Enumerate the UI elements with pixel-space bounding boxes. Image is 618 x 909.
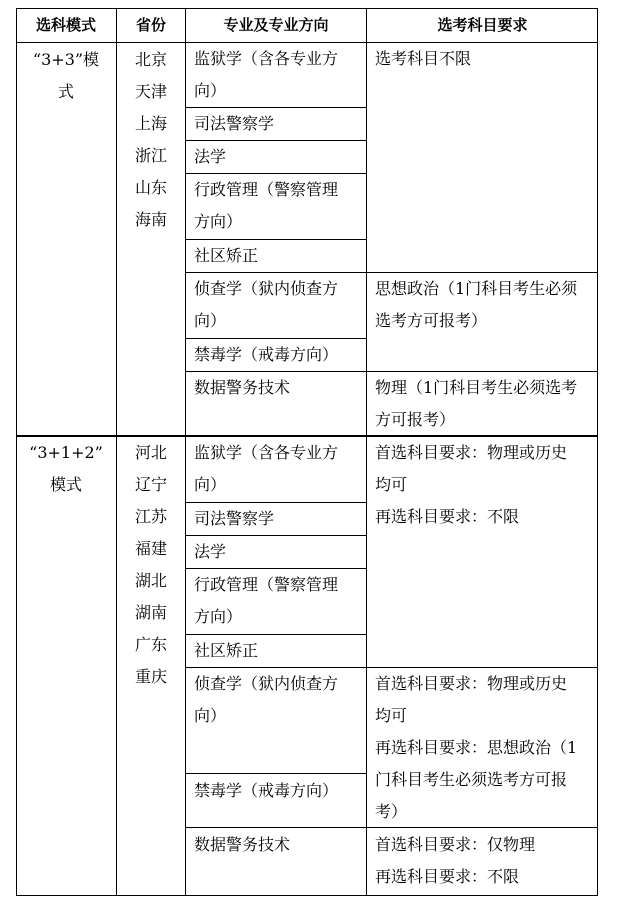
row-line <box>185 773 366 774</box>
requirement-text: 首选科目要求：物理或历史 <box>375 443 568 462</box>
major-name: 向） <box>194 81 227 100</box>
major-name: 监狱学（含各专业方 <box>194 443 339 462</box>
requirement-text: 均可 <box>375 475 408 494</box>
major-name: 数据警务技术 <box>194 835 291 854</box>
major-name: 向） <box>194 311 227 330</box>
province: 天津 <box>134 82 167 101</box>
requirement-text: 再选科目要求：不限 <box>375 507 520 526</box>
province: 辽宁 <box>134 475 167 494</box>
mode-label: 式 <box>57 82 74 101</box>
major-name: 行政管理（警察管理 <box>194 180 339 199</box>
requirement-text: 选考方可报考） <box>375 311 488 330</box>
major-name: 侦查学（狱内侦查方 <box>194 674 339 693</box>
major-name: 社区矫正 <box>194 246 259 265</box>
province: 河北 <box>134 443 167 462</box>
major-name: 监狱学（含各专业方 <box>194 49 339 68</box>
province: 海南 <box>134 210 167 229</box>
requirement-text: 选考科目不限 <box>375 49 472 68</box>
mode-label: “3+3”模 <box>32 50 100 69</box>
header-major: 专业及专业方向 <box>223 16 329 34</box>
header-province: 省份 <box>135 16 166 34</box>
province: 福建 <box>134 539 167 558</box>
requirement-text: 思想政治（1门科目考生必须 <box>375 279 578 298</box>
header-requirement: 选考科目要求 <box>437 16 528 34</box>
major-name: 禁毒学（戒毒方向） <box>194 345 339 364</box>
requirement-text: 首选科目要求：仅物理 <box>375 835 536 854</box>
major-name: 司法警察学 <box>194 114 275 133</box>
province: 重庆 <box>134 667 167 686</box>
mode-label: 模式 <box>49 475 82 494</box>
major-name: 行政管理（警察管理 <box>194 575 339 594</box>
requirement-text: 再选科目要求：不限 <box>375 867 520 886</box>
major-name: 方向） <box>194 212 243 231</box>
mode-label: “3+1+2” <box>29 443 103 462</box>
requirement-text: 再选科目要求：思想政治（1 <box>375 738 578 757</box>
major-name: 法学 <box>194 147 227 166</box>
requirement-text: 门科目考生必须选考方可报 <box>375 770 568 789</box>
province: 上海 <box>134 114 167 133</box>
province: 湖北 <box>134 571 167 590</box>
province: 江苏 <box>134 507 167 526</box>
requirement-text: 均可 <box>375 706 408 725</box>
major-name: 方向） <box>194 607 243 626</box>
requirement-text: 物理（1门科目考生必须选考 <box>375 378 578 397</box>
province: 北京 <box>134 50 167 69</box>
major-name: 司法警察学 <box>194 509 275 528</box>
major-name: 数据警务技术 <box>194 378 291 397</box>
province: 浙江 <box>134 146 167 165</box>
requirement-text: 考） <box>375 802 408 821</box>
requirement-text: 首选科目要求：物理或历史 <box>375 674 568 693</box>
province: 山东 <box>134 178 167 197</box>
major-name: 禁毒学（戒毒方向） <box>194 781 339 800</box>
major-name: 向） <box>194 706 227 725</box>
major-name: 法学 <box>194 542 227 561</box>
major-name: 向） <box>194 475 227 494</box>
header-mode: 选科模式 <box>35 16 96 34</box>
province: 广东 <box>134 635 167 654</box>
major-name: 社区矫正 <box>194 641 259 660</box>
major-name: 侦查学（狱内侦查方 <box>194 279 339 298</box>
province: 湖南 <box>134 603 167 622</box>
requirement-text: 方可报考） <box>375 410 456 429</box>
